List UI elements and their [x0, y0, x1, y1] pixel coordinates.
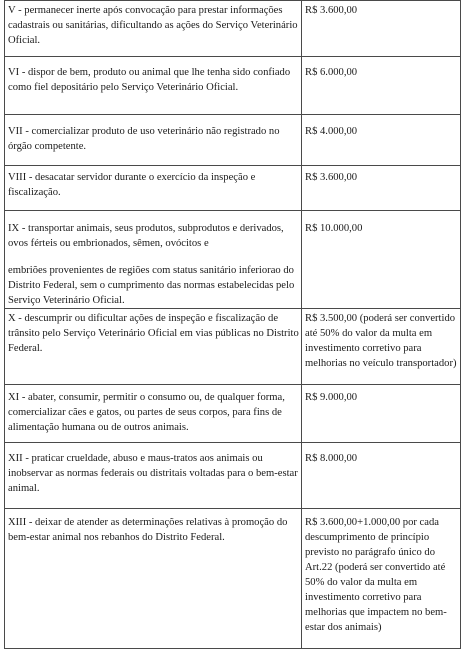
table-row: [5, 115, 461, 166]
infraction-description: V - permanecer inerte após convocação para prestar informações cadastrais ou sanitárias, dificultando as ações do Serviço Veterinário Oficial.: [5, 1, 302, 57]
penalties-table: [4, 0, 461, 649]
table-row: [5, 385, 461, 443]
fine-value: [302, 57, 461, 115]
infraction-description: [5, 443, 302, 509]
description-text: VIII - desacatar servidor durante o exercício da inspeção e fiscalização.: [8, 172, 256, 198]
description-text: XII - praticar crueldade, abuso e maus-tratos aos animais ou inobservar as normas federais ou distritais voltadas para o bem-estar animal.: [8, 453, 298, 494]
fine-value: [302, 509, 461, 649]
table-row: [5, 509, 461, 649]
infraction-description: [5, 211, 302, 309]
infraction-description: [5, 385, 302, 443]
description-text: XIII - deixar de atender as determinações relativas à promoção do bem-estar animal nos rebanhos do Distrito Federal.: [8, 517, 288, 543]
value-text: R$ 3.600,00+1.000,00 por cada descumprimento de princípio previsto no parágrafo único do Art.22 (poderá ser convertido até 50% do valor da multa em investimento corretivo para melhorias que impactem no bem-estar dos animais): [305, 517, 447, 633]
description-text: VI - dispor de bem, produto ou animal que lhe tenha sido confiado como fiel depositário pelo Serviço Veterinário Oficial.: [8, 67, 291, 93]
fine-value: [302, 115, 461, 166]
infraction-description: [5, 57, 302, 115]
value-text: R$ 8.000,00: [305, 453, 358, 464]
value-text: R$ 10.000,00: [305, 223, 363, 234]
value-text: R$ 4.000,00: [305, 126, 358, 137]
document-page: [4, 0, 460, 649]
value-text: R$ 3.600,00: [305, 172, 358, 183]
infraction-description: [5, 115, 302, 166]
fine-value: R$ 3.500,00 (poderá ser convertido até 50% do valor da multa em investimento corretivo para melhorias no veículo transportador): [302, 309, 461, 385]
table-row: [5, 1, 461, 57]
table-row: [5, 211, 461, 309]
description-text: XI - abater, consumir, permitir o consumo ou, de qualquer forma, comercializar cães e gatos, ou partes de seus corpos, para fins de alimentação humana ou de outros animais.: [8, 392, 285, 433]
table-row: [5, 443, 461, 509]
value-text: R$ 6.000,00: [305, 67, 358, 78]
fine-value: [302, 211, 461, 309]
description-text-continued: embriões provenientes de regiões com status sanitário inferiorao do Distrito Federal, sem o cumprimento das normas estabelecidas pelo Serviço Veterinário Oficial.: [8, 265, 295, 306]
value-text: R$ 9.000,00: [305, 392, 358, 403]
table-row: [5, 309, 461, 385]
description-text: IX - transportar animais, seus produtos, subprodutos e derivados, ovos férteis ou embrionados, sêmen, ovócitos e: [8, 223, 284, 249]
description-text: VII - comercializar produto de uso veterinário não registrado no órgão competente.: [8, 126, 280, 152]
fine-value: R$ 3.600,00: [302, 1, 461, 57]
infraction-description: [5, 166, 302, 211]
table-row: [5, 57, 461, 115]
fine-value: [302, 443, 461, 509]
infraction-description: [5, 509, 302, 649]
fine-value: [302, 166, 461, 211]
table-row: [5, 166, 461, 211]
infraction-description: X - descumprir ou dificultar ações de inspeção e fiscalização de trânsito pelo Serviço Veterinário Oficial em vias públicas no Distrito Federal.: [5, 309, 302, 385]
fine-value: [302, 385, 461, 443]
paragraph-gap: [8, 251, 299, 263]
